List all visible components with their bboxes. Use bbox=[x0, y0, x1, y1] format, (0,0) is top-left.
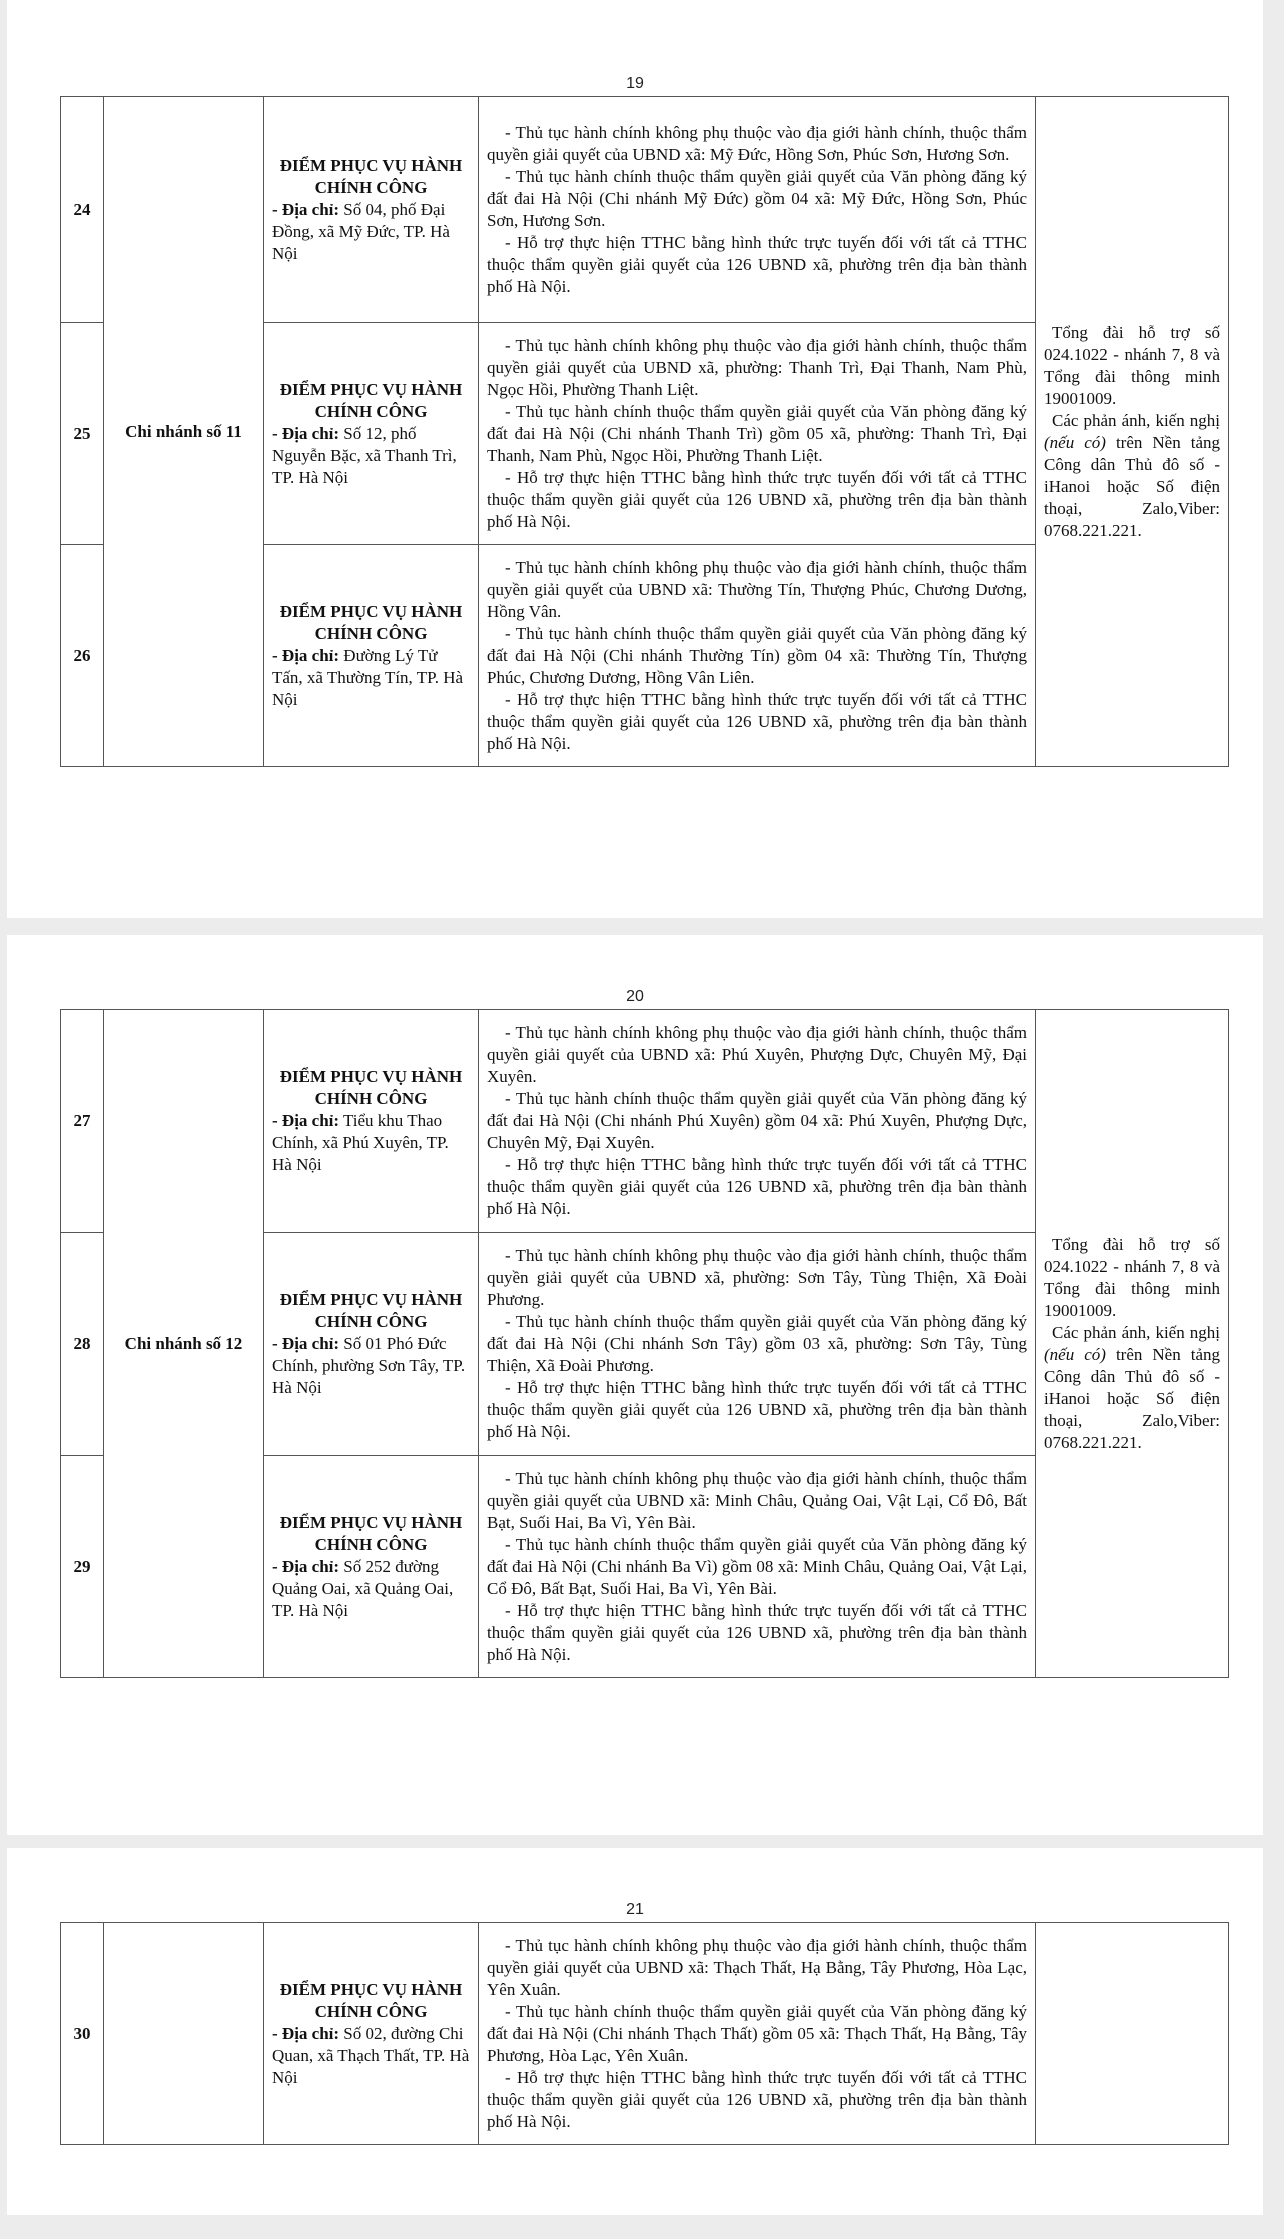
procedure-item: - Thủ tục hành chính không phụ thuộc vào địa giới hành chính, thuộc thẩm quyền giải quyết của UBND xã: Phú Xuyên, Phượng Dực, Chuyên Mỹ, Đại Xuyên. bbox=[487, 1023, 1027, 1086]
procedure-item: - Thủ tục hành chính thuộc thẩm quyền giải quyết của Văn phòng đăng ký đất đai Hà Nội (Chi nhánh Thường Tín) gồm 04 xã: Thường Tín, Thượng Phúc, Chương Dương, Hồng Vân Liên. bbox=[487, 623, 1027, 687]
procedure-item: - Thủ tục hành chính không phụ thuộc vào địa giới hành chính, thuộc thẩm quyền giải quyết của UBND xã: Mỹ Đức, Hồng Sơn, Phúc Sơn, Hương Sơn. bbox=[487, 122, 1027, 164]
procedures bbox=[479, 1456, 1036, 1678]
point-title: ĐIỂM PHỤC VỤ HÀNH CHÍNH CÔNG bbox=[279, 379, 463, 421]
service-point-table bbox=[60, 96, 1229, 767]
point-address bbox=[272, 423, 470, 489]
service-point bbox=[264, 323, 479, 545]
feedback-italic: (nếu có) bbox=[1044, 432, 1106, 452]
procedure-item: - Thủ tục hành chính thuộc thẩm quyền giải quyết của Văn phòng đăng ký đất đai Hà Nội (Chi nhánh Sơn Tây) gồm 03 xã, phường: Sơn Tây, Tùng Thiện, Xã Đoài Phương. bbox=[487, 1312, 1027, 1375]
hotline-text: Tổng đài hỗ trợ số 024.1022 - nhánh 7, 8 và Tổng đài thông minh 19001009. bbox=[1044, 322, 1220, 408]
service-point bbox=[264, 1923, 479, 2145]
procedures bbox=[479, 1233, 1036, 1456]
service-point bbox=[264, 545, 479, 767]
procedure-item: - Hỗ trợ thực hiện TTHC bằng hình thức trực tuyến đối với tất cả TTHC thuộc thẩm quyền giải quyết của 126 UBND xã, phường trên địa bàn thành phố Hà Nội. bbox=[487, 2067, 1027, 2131]
service-point bbox=[264, 1233, 479, 1456]
branch-name bbox=[104, 1923, 264, 2145]
procedure-item: - Hỗ trợ thực hiện TTHC bằng hình thức trực tuyến đối với tất cả TTHC thuộc thẩm quyền giải quyết của 126 UBND xã, phường trên địa bàn thành phố Hà Nội. bbox=[487, 467, 1027, 531]
service-point bbox=[264, 97, 479, 323]
branch-name: Chi nhánh số 12 bbox=[104, 1010, 264, 1678]
point-title: ĐIỂM PHỤC VỤ HÀNH CHÍNH CÔNG bbox=[279, 1067, 463, 1108]
feedback-lead: Các phản ánh, kiến nghị bbox=[1052, 1322, 1220, 1342]
page-number: 21 bbox=[626, 1901, 644, 1918]
feedback-lead: Các phản ánh, kiến nghị bbox=[1052, 410, 1220, 430]
support-info bbox=[1036, 1923, 1229, 2145]
page-number: 20 bbox=[626, 988, 644, 1005]
procedure-item: - Hỗ trợ thực hiện TTHC bằng hình thức trực tuyến đối với tất cả TTHC thuộc thẩm quyền giải quyết của 126 UBND xã, phường trên địa bàn thành phố Hà Nội. bbox=[487, 1378, 1027, 1441]
page-21 bbox=[7, 1848, 1263, 2215]
procedures bbox=[479, 97, 1036, 323]
support-info bbox=[1036, 1010, 1229, 1678]
procedure-item: - Hỗ trợ thực hiện TTHC bằng hình thức trực tuyến đối với tất cả TTHC thuộc thẩm quyền giải quyết của 126 UBND xã, phường trên địa bàn thành phố Hà Nội. bbox=[487, 1600, 1027, 1664]
page-number: 19 bbox=[626, 75, 644, 92]
page-20 bbox=[7, 935, 1263, 1835]
row-number: 28 bbox=[61, 1233, 104, 1456]
row-number: 26 bbox=[61, 545, 104, 767]
procedure-item: - Thủ tục hành chính không phụ thuộc vào địa giới hành chính, thuộc thẩm quyền giải quyết của UBND xã, phường: Thanh Trì, Đại Thanh, Nam Phù, Ngọc Hồi, Phường Thanh Liệt. bbox=[487, 335, 1027, 399]
procedure-item: - Hỗ trợ thực hiện TTHC bằng hình thức trực tuyến đối với tất cả TTHC thuộc thẩm quyền giải quyết của 126 UBND xã, phường trên địa bàn thành phố Hà Nội. bbox=[487, 689, 1027, 753]
point-address bbox=[272, 645, 470, 711]
point-title: ĐIỂM PHỤC VỤ HÀNH CHÍNH CÔNG bbox=[279, 155, 463, 197]
point-address bbox=[272, 199, 470, 265]
service-point bbox=[264, 1010, 479, 1233]
feedback-italic: (nếu có) bbox=[1044, 1344, 1106, 1364]
point-title: ĐIỂM PHỤC VỤ HÀNH CHÍNH CÔNG bbox=[279, 1512, 463, 1554]
row-number: 25 bbox=[61, 323, 104, 545]
address-label: - Địa chỉ: bbox=[272, 645, 340, 665]
branch-name: Chi nhánh số 11 bbox=[104, 97, 264, 767]
address-text: Số 12, phố Nguyễn Bặc, xã Thanh Trì, TP. Hà Nội bbox=[272, 423, 457, 487]
row-number: 24 bbox=[61, 97, 104, 323]
hotline-text: Tổng đài hỗ trợ số 024.1022 - nhánh 7, 8 và Tổng đài thông minh 19001009. bbox=[1044, 1234, 1220, 1320]
service-point-table bbox=[60, 1922, 1229, 2145]
address-label: - Địa chỉ: bbox=[272, 2023, 340, 2043]
page-19 bbox=[7, 0, 1263, 918]
row-number: 29 bbox=[61, 1456, 104, 1678]
procedure-item: - Thủ tục hành chính không phụ thuộc vào địa giới hành chính, thuộc thẩm quyền giải quyết của UBND xã: Thường Tín, Thượng Phúc, Chương Dương, Hồng Vân. bbox=[487, 557, 1027, 621]
procedures bbox=[479, 1010, 1036, 1233]
procedure-item: - Thủ tục hành chính thuộc thẩm quyền giải quyết của Văn phòng đăng ký đất đai Hà Nội (Chi nhánh Thanh Trì) gồm 05 xã, phường: Thanh Trì, Đại Thanh, Nam Phù, Ngọc Hồi, Phường Thanh Liệt. bbox=[487, 401, 1027, 465]
point-title: ĐIỂM PHỤC VỤ HÀNH CHÍNH CÔNG bbox=[279, 1979, 463, 2021]
address-label: - Địa chỉ: bbox=[272, 199, 340, 219]
address-label: - Địa chỉ: bbox=[272, 1556, 340, 1576]
address-text: Số 252 đường Quảng Oai, xã Quảng Oai, TP. Hà Nội bbox=[272, 1556, 454, 1620]
address-text: Số 01 Phó Đức Chính, phường Sơn Tây, TP. Hà Nội bbox=[272, 1334, 466, 1397]
address-text: Đường Lý Tử Tấn, xã Thường Tín, TP. Hà Nội bbox=[272, 645, 464, 709]
procedure-item: - Thủ tục hành chính không phụ thuộc vào địa giới hành chính, thuộc thẩm quyền giải quyết của UBND xã: Thạch Thất, Hạ Bằng, Tây Phương, Hòa Lạc, Yên Xuân. bbox=[487, 1935, 1027, 1999]
procedures bbox=[479, 323, 1036, 545]
address-text: Tiểu khu Thao Chính, xã Phú Xuyên, TP. Hà Nội bbox=[272, 1111, 449, 1174]
service-point-table bbox=[60, 1009, 1229, 1678]
address-text: Số 04, phố Đại Đồng, xã Mỹ Đức, TP. Hà Nội bbox=[272, 199, 450, 263]
row-number: 27 bbox=[61, 1010, 104, 1233]
address-label: - Địa chỉ: bbox=[272, 1111, 340, 1130]
point-address bbox=[272, 2023, 470, 2089]
procedure-item: - Hỗ trợ thực hiện TTHC bằng hình thức trực tuyến đối với tất cả TTHC thuộc thẩm quyền giải quyết của 126 UBND xã, phường trên địa bàn thành phố Hà Nội. bbox=[487, 1155, 1027, 1218]
procedure-item: - Hỗ trợ thực hiện TTHC bằng hình thức trực tuyến đối với tất cả TTHC thuộc thẩm quyền giải quyết của 126 UBND xã, phường trên địa bàn thành phố Hà Nội. bbox=[487, 232, 1027, 296]
procedure-item: - Thủ tục hành chính không phụ thuộc vào địa giới hành chính, thuộc thẩm quyền giải quyết của UBND xã, phường: Sơn Tây, Tùng Thiện, Xã Đoài Phương. bbox=[487, 1246, 1027, 1309]
point-address bbox=[272, 1556, 470, 1622]
procedures bbox=[479, 1923, 1036, 2145]
procedures bbox=[479, 545, 1036, 767]
feedback-rest: trên Nền tảng Công dân Thủ đô số - iHanoi hoặc Số điện thoại, Zalo,Viber: 0768.221.221. bbox=[1044, 432, 1220, 540]
address-text: Số 02, đường Chi Quan, xã Thạch Thất, TP. Hà Nội bbox=[272, 2023, 470, 2087]
feedback-text bbox=[1044, 1322, 1220, 1454]
support-info bbox=[1036, 97, 1229, 767]
procedure-item: - Thủ tục hành chính thuộc thẩm quyền giải quyết của Văn phòng đăng ký đất đai Hà Nội (Chi nhánh Phú Xuyên) gồm 04 xã: Phú Xuyên, Phượng Dực, Chuyên Mỹ, Đại Xuyên. bbox=[487, 1089, 1027, 1152]
point-address bbox=[272, 1333, 470, 1399]
procedure-item: - Thủ tục hành chính thuộc thẩm quyền giải quyết của Văn phòng đăng ký đất đai Hà Nội (Chi nhánh Ba Vì) gồm 08 xã: Minh Châu, Quảng Oai, Vật Lại, Cổ Đô, Bất Bạt, Suối Hai, Ba Vì, Yên Bài. bbox=[487, 1534, 1027, 1598]
row-number: 30 bbox=[61, 1923, 104, 2145]
point-title: ĐIỂM PHỤC VỤ HÀNH CHÍNH CÔNG bbox=[279, 601, 463, 643]
address-label: - Địa chỉ: bbox=[272, 423, 340, 443]
service-point bbox=[264, 1456, 479, 1678]
table-row bbox=[61, 1923, 1229, 2145]
feedback-rest: trên Nền tảng Công dân Thủ đô số - iHanoi hoặc Số điện thoại, Zalo,Viber: 0768.221.221. bbox=[1044, 1344, 1220, 1452]
procedure-item: - Thủ tục hành chính không phụ thuộc vào địa giới hành chính, thuộc thẩm quyền giải quyết của UBND xã: Minh Châu, Quảng Oai, Vật Lại, Cổ Đô, Bất Bạt, Suối Hai, Ba Vì, Yên Bài. bbox=[487, 1468, 1027, 1532]
point-title: ĐIỂM PHỤC VỤ HÀNH CHÍNH CÔNG bbox=[279, 1290, 463, 1331]
point-address bbox=[272, 1110, 470, 1176]
table-row bbox=[61, 1010, 1229, 1233]
address-label: - Địa chỉ: bbox=[272, 1334, 340, 1353]
procedure-item: - Thủ tục hành chính thuộc thẩm quyền giải quyết của Văn phòng đăng ký đất đai Hà Nội (Chi nhánh Thạch Thất) gồm 05 xã: Thạch Thất, Hạ Bằng, Tây Phương, Hòa Lạc, Yên Xuân. bbox=[487, 2001, 1027, 2065]
procedure-item: - Thủ tục hành chính thuộc thẩm quyền giải quyết của Văn phòng đăng ký đất đai Hà Nội (Chi nhánh Mỹ Đức) gồm 04 xã: Mỹ Đức, Hồng Sơn, Phúc Sơn, Hương Sơn. bbox=[487, 166, 1027, 230]
feedback-text bbox=[1044, 410, 1220, 542]
table-row bbox=[61, 97, 1229, 323]
